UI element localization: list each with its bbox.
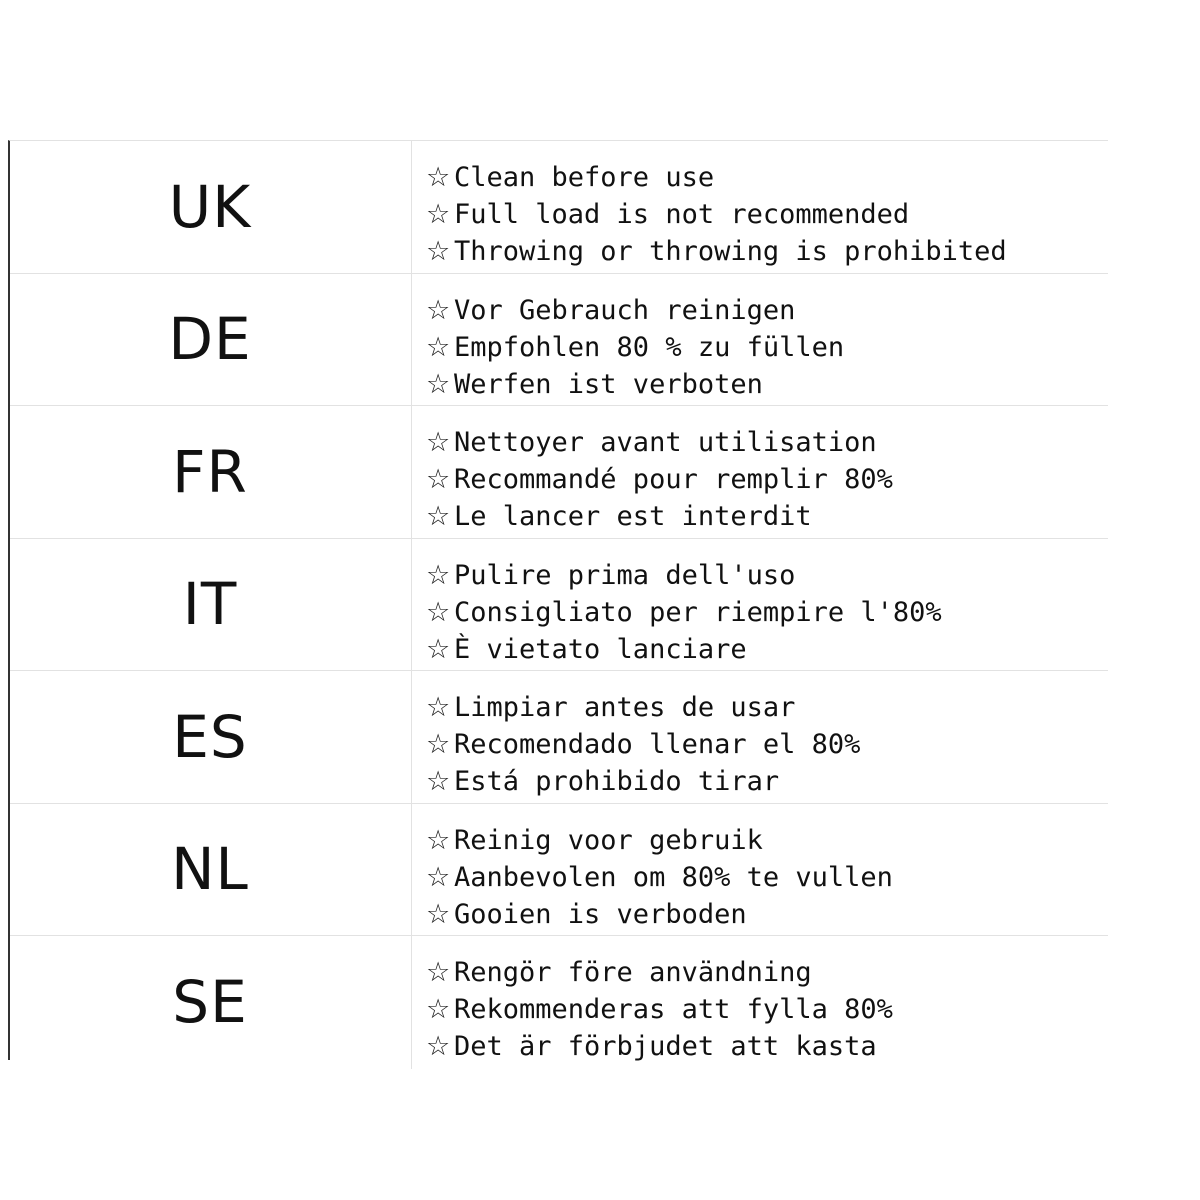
star-outline-icon: ☆ — [426, 464, 451, 495]
instruction-line — [426, 292, 1106, 329]
instruction-text: Pulire prima dell'uso — [454, 559, 796, 591]
star-outline-icon: ☆ — [426, 559, 451, 591]
instruction-line — [426, 954, 1106, 991]
instruction-line — [426, 726, 1106, 763]
language-code: UK — [168, 172, 252, 241]
instruction-text: Recommandé pour remplir 80% — [454, 464, 893, 495]
star-outline-icon: ☆ — [426, 596, 451, 628]
instruction-list — [426, 159, 1106, 270]
instruction-line — [426, 424, 1106, 461]
star-outline-icon: ☆ — [426, 1031, 451, 1062]
language-code: SE — [172, 968, 248, 1037]
instruction-line — [426, 329, 1106, 366]
instruction-text: Está prohibido tirar — [454, 766, 780, 797]
star-outline-icon: ☆ — [426, 199, 451, 230]
language-code: DE — [168, 305, 252, 374]
instruction-text: Clean before use — [454, 162, 715, 193]
star-outline-icon: ☆ — [426, 633, 451, 665]
instruction-line — [426, 859, 1106, 896]
instruction-text: Rekommenderas att fylla 80% — [454, 994, 893, 1025]
instruction-text: Limpiar antes de usar — [454, 692, 796, 723]
table-row-es — [10, 671, 1108, 804]
instruction-text: Nettoyer avant utilisation — [454, 427, 877, 458]
instruction-line — [426, 159, 1106, 196]
column-divider — [411, 274, 412, 406]
instruction-list — [426, 292, 1106, 403]
instruction-line — [426, 631, 1106, 668]
table-row-se — [10, 936, 1108, 1069]
star-outline-icon: ☆ — [426, 957, 451, 988]
star-outline-icon: ☆ — [426, 729, 451, 760]
star-outline-icon: ☆ — [426, 898, 451, 930]
star-outline-icon: ☆ — [426, 427, 451, 458]
instruction-line — [426, 233, 1106, 270]
table-row-fr — [10, 406, 1108, 539]
instruction-text: Vor Gebrauch reinigen — [454, 294, 796, 326]
table-row-nl — [10, 804, 1108, 937]
language-code: FR — [172, 437, 248, 506]
instruction-line — [426, 896, 1106, 933]
instruction-text: Throwing or throwing is prohibited — [454, 236, 1007, 267]
star-outline-icon: ☆ — [426, 368, 451, 400]
star-outline-icon: ☆ — [426, 162, 451, 193]
star-outline-icon: ☆ — [426, 766, 451, 797]
instruction-line — [426, 1028, 1106, 1065]
instruction-text: Aanbevolen om 80% te vullen — [454, 861, 893, 893]
column-divider — [411, 804, 412, 936]
instruction-text: Full load is not recommended — [454, 199, 910, 230]
instruction-text: Gooien is verboden — [454, 898, 747, 930]
instruction-text: Le lancer est interdit — [454, 501, 812, 532]
instruction-line — [426, 594, 1106, 631]
star-outline-icon: ☆ — [426, 501, 451, 532]
star-outline-icon: ☆ — [426, 824, 451, 856]
star-outline-icon: ☆ — [426, 236, 451, 267]
instruction-text: Reinig voor gebruik — [454, 824, 763, 856]
column-divider — [411, 141, 412, 273]
star-outline-icon: ☆ — [426, 331, 451, 363]
instruction-line — [426, 822, 1106, 859]
instruction-line — [426, 196, 1106, 233]
star-outline-icon: ☆ — [426, 861, 451, 893]
column-divider — [411, 539, 412, 671]
instruction-line — [426, 461, 1106, 498]
instruction-list — [426, 424, 1106, 535]
instruction-text: Werfen ist verboten — [454, 368, 763, 400]
instruction-line — [426, 991, 1106, 1028]
instruction-text: Det är förbjudet att kasta — [454, 1031, 877, 1062]
column-divider — [411, 671, 412, 803]
instruction-line — [426, 366, 1106, 403]
instruction-line — [426, 763, 1106, 800]
table-row-it — [10, 539, 1108, 672]
instruction-text: Consigliato per riempire l'80% — [454, 596, 942, 628]
instruction-list — [426, 954, 1106, 1065]
instruction-line — [426, 498, 1106, 535]
column-divider — [411, 936, 412, 1069]
column-divider — [411, 406, 412, 538]
language-instruction-table — [8, 140, 1108, 1060]
instruction-text: Empfohlen 80 % zu füllen — [454, 331, 845, 363]
instruction-list — [426, 689, 1106, 800]
instruction-list — [426, 822, 1106, 933]
instruction-line — [426, 557, 1106, 594]
language-code: IT — [182, 570, 238, 639]
instruction-line — [426, 689, 1106, 726]
instruction-text: Recomendado llenar el 80% — [454, 729, 861, 760]
table-row-uk — [10, 141, 1108, 274]
language-code: ES — [172, 702, 248, 771]
star-outline-icon: ☆ — [426, 692, 451, 723]
instruction-text: Rengör före användning — [454, 957, 812, 988]
instruction-text: È vietato lanciare — [454, 633, 747, 665]
star-outline-icon: ☆ — [426, 994, 451, 1025]
language-code: NL — [171, 835, 249, 904]
star-outline-icon: ☆ — [426, 294, 451, 326]
instruction-list — [426, 557, 1106, 668]
table-row-de — [10, 274, 1108, 407]
